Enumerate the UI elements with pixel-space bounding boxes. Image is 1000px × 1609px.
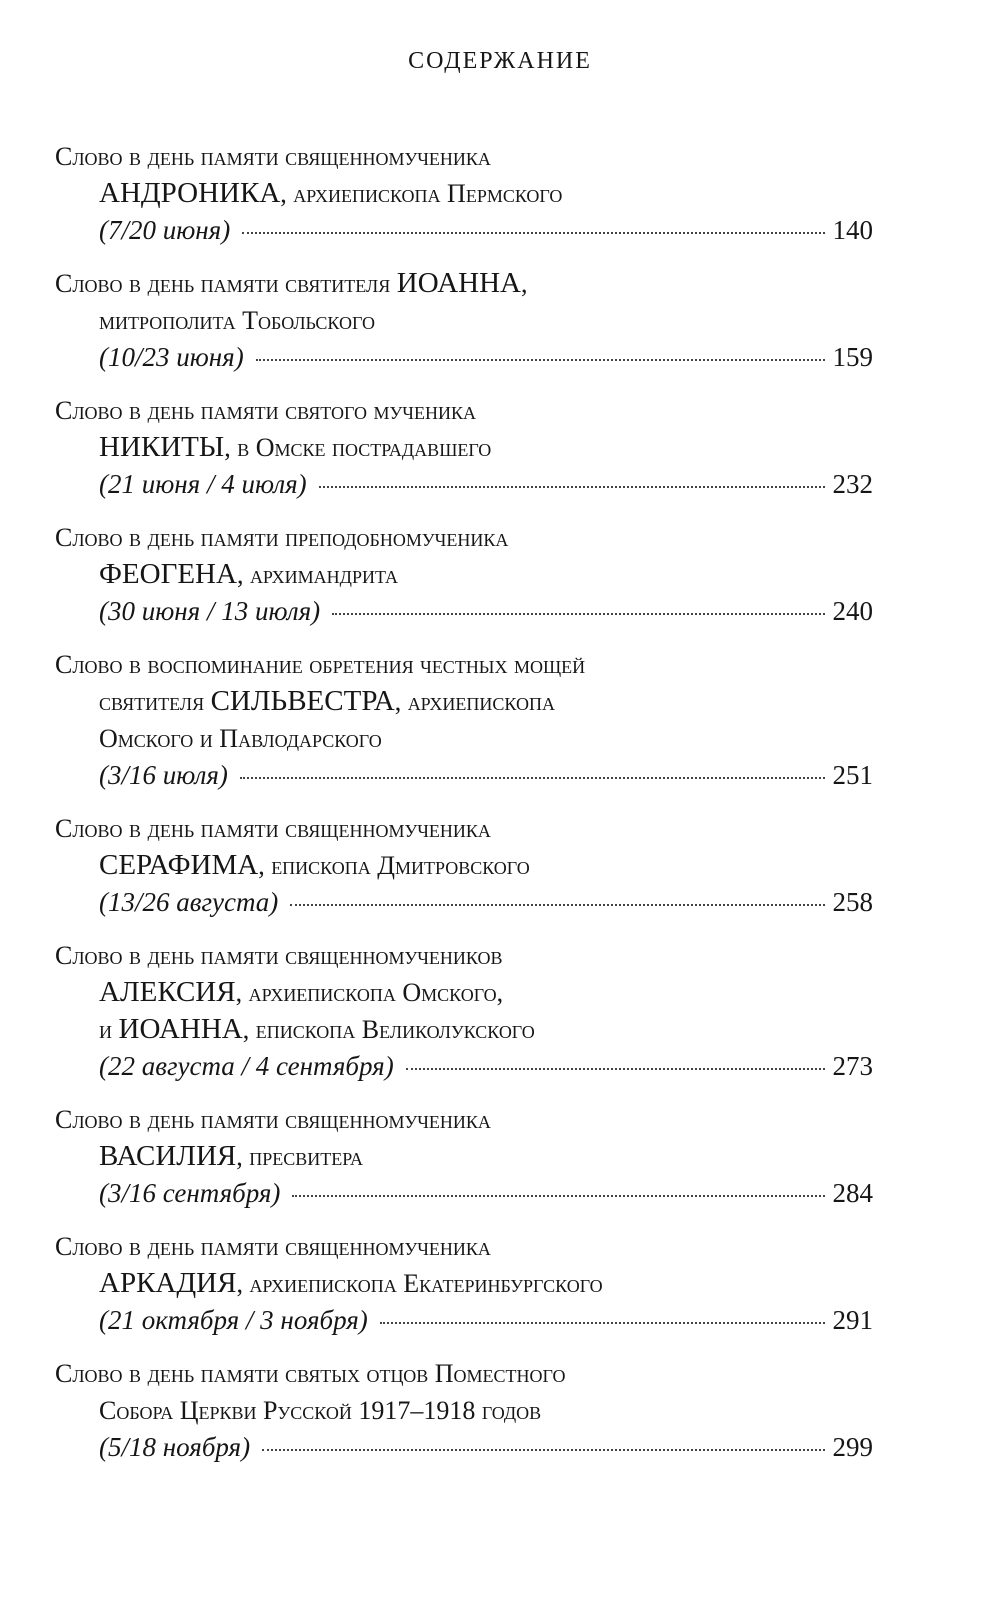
dot-leader bbox=[380, 1322, 825, 1324]
feast-date: (3/16 сентября) bbox=[99, 1178, 281, 1208]
dot-leader bbox=[290, 904, 824, 906]
feast-date: (10/23 июня) bbox=[99, 342, 244, 372]
toc-entry-title-line bbox=[55, 265, 873, 302]
toc-entry-date-line bbox=[55, 757, 873, 794]
feast-date: (3/16 июля) bbox=[99, 760, 228, 790]
saint-name: АРКАДИЯ bbox=[99, 1267, 237, 1299]
toc-entry-date-line bbox=[55, 1429, 873, 1466]
toc-entry[interactable] bbox=[55, 1228, 873, 1339]
dot-leader bbox=[256, 359, 825, 361]
toc-entry-date-line bbox=[55, 1048, 873, 1085]
toc-entry[interactable] bbox=[55, 519, 873, 630]
dot-leader bbox=[242, 232, 824, 234]
saint-name: ИОАННА bbox=[118, 1013, 243, 1045]
title-text: Слово в день памяти священномучеников bbox=[55, 941, 503, 970]
toc-entry-title-line bbox=[55, 175, 873, 212]
title-text: Собора Церкви Русской 1917–1918 годов bbox=[99, 1396, 542, 1425]
toc-entry-date-line bbox=[55, 884, 873, 921]
title-text: , архиепископа Екатеринбургского bbox=[236, 1269, 603, 1298]
page-number: 284 bbox=[832, 1178, 873, 1208]
title-text: Омского и Павлодарского bbox=[99, 724, 382, 753]
feast-date: (21 июня / 4 июля) bbox=[99, 469, 307, 499]
toc-entry-title-line bbox=[55, 429, 873, 466]
toc-entry-title-line bbox=[55, 1228, 873, 1265]
page-number: 258 bbox=[832, 887, 873, 917]
toc-entry-date-line bbox=[55, 593, 873, 630]
toc-entry-title-line bbox=[55, 720, 873, 757]
title-text: и bbox=[99, 1015, 119, 1044]
page-number: 251 bbox=[832, 760, 873, 790]
title-text: , в Омске пострадавшего bbox=[224, 433, 492, 462]
toc-entry[interactable] bbox=[55, 265, 873, 376]
title-text: , епископа Дмитровского bbox=[258, 851, 530, 880]
title-text: Слово в день памяти святого мученика bbox=[55, 396, 476, 425]
toc-entry-date-line bbox=[55, 466, 873, 503]
page-number: 140 bbox=[832, 215, 873, 245]
page-title: СОДЕРЖАНИЕ bbox=[408, 48, 592, 74]
feast-date: (5/18 ноября) bbox=[99, 1432, 251, 1462]
toc-entry-title-line bbox=[55, 138, 873, 175]
dot-leader bbox=[332, 613, 824, 615]
toc-entry-title-line bbox=[55, 937, 873, 974]
title-text: Слово в день памяти священномученика bbox=[55, 1232, 491, 1261]
saint-name: ИОАННА bbox=[396, 267, 521, 299]
title-text: митрополита Тобольского bbox=[99, 306, 375, 335]
toc-entry-date-line bbox=[55, 339, 873, 376]
toc-entry-title-line bbox=[55, 392, 873, 429]
title-text: Слово в день памяти преподобномученика bbox=[55, 523, 509, 552]
title-text: , архиепископа Омского, bbox=[235, 978, 504, 1007]
saint-name: АЛЕКСИЯ bbox=[99, 976, 236, 1008]
saint-name: ВАСИЛИЯ bbox=[99, 1140, 237, 1172]
title-text: Слово в день памяти святителя bbox=[55, 269, 397, 298]
toc-entry-title-line bbox=[55, 974, 873, 1011]
title-text: , пресвитера bbox=[236, 1142, 363, 1171]
toc-entry-title-line bbox=[55, 1265, 873, 1302]
toc-entry-title-line bbox=[55, 683, 873, 720]
dot-leader bbox=[240, 777, 825, 779]
title-text: Слово в день памяти священномученика bbox=[55, 142, 491, 171]
toc-entry[interactable] bbox=[55, 1355, 873, 1466]
table-of-contents bbox=[55, 138, 873, 1482]
saint-name: НИКИТЫ bbox=[99, 431, 225, 463]
toc-entry-title-line bbox=[55, 302, 873, 339]
title-text: , архимандрита bbox=[236, 560, 399, 589]
title-text: Слово в день памяти священномученика bbox=[55, 814, 491, 843]
dot-leader bbox=[406, 1068, 825, 1070]
toc-entry-title-line bbox=[55, 1392, 873, 1429]
toc-entry-title-line bbox=[55, 1011, 873, 1048]
toc-entry[interactable] bbox=[55, 1101, 873, 1212]
dot-leader bbox=[319, 486, 825, 488]
title-text: Слово в день памяти священномученика bbox=[55, 1105, 491, 1134]
dot-leader bbox=[292, 1195, 824, 1197]
page-number: 159 bbox=[832, 342, 873, 372]
page-number: 299 bbox=[832, 1432, 873, 1462]
title-text: Слово в воспоминание обретения честных мощей bbox=[55, 650, 586, 679]
saint-name: АНДРОНИКА bbox=[99, 177, 281, 209]
dot-leader bbox=[262, 1449, 824, 1451]
page-number: 232 bbox=[832, 469, 873, 499]
title-text: , архиепископа bbox=[394, 687, 555, 716]
toc-entry-title-line bbox=[55, 1355, 873, 1392]
toc-entry[interactable] bbox=[55, 138, 873, 249]
feast-date: (30 июня / 13 июля) bbox=[99, 596, 321, 626]
page-number: 240 bbox=[832, 596, 873, 626]
toc-entry-title-line bbox=[55, 847, 873, 884]
feast-date: (21 октября / 3 ноября) bbox=[99, 1305, 368, 1335]
saint-name: ФЕОГЕНА bbox=[99, 558, 237, 590]
toc-entry[interactable] bbox=[55, 646, 873, 794]
toc-entry-title-line bbox=[55, 556, 873, 593]
toc-entry-title-line bbox=[55, 1138, 873, 1175]
toc-entry[interactable] bbox=[55, 937, 873, 1085]
toc-entry[interactable] bbox=[55, 392, 873, 503]
toc-entry-date-line bbox=[55, 1302, 873, 1339]
title-text: Слово в день памяти святых отцов Поместного bbox=[55, 1359, 566, 1388]
toc-entry-title-line bbox=[55, 810, 873, 847]
toc-entry-date-line bbox=[55, 212, 873, 249]
feast-date: (13/26 августа) bbox=[99, 887, 279, 917]
title-text: , епископа Великолукского bbox=[242, 1015, 535, 1044]
toc-entry-title-line bbox=[55, 519, 873, 556]
toc-entry-title-line bbox=[55, 1101, 873, 1138]
saint-name: СИЛЬВЕСТРА bbox=[210, 685, 395, 717]
page-number: 291 bbox=[832, 1305, 873, 1335]
title-text: , bbox=[520, 269, 528, 298]
page-number: 273 bbox=[832, 1051, 873, 1081]
feast-date: (22 августа / 4 сентября) bbox=[99, 1051, 394, 1081]
toc-entry-date-line bbox=[55, 1175, 873, 1212]
title-text: , архиепископа Пермского bbox=[280, 179, 563, 208]
toc-entry[interactable] bbox=[55, 810, 873, 921]
feast-date: (7/20 июня) bbox=[99, 215, 231, 245]
title-text: святителя bbox=[99, 687, 211, 716]
saint-name: СЕРАФИМА bbox=[99, 849, 259, 881]
toc-entry-title-line bbox=[55, 646, 873, 683]
